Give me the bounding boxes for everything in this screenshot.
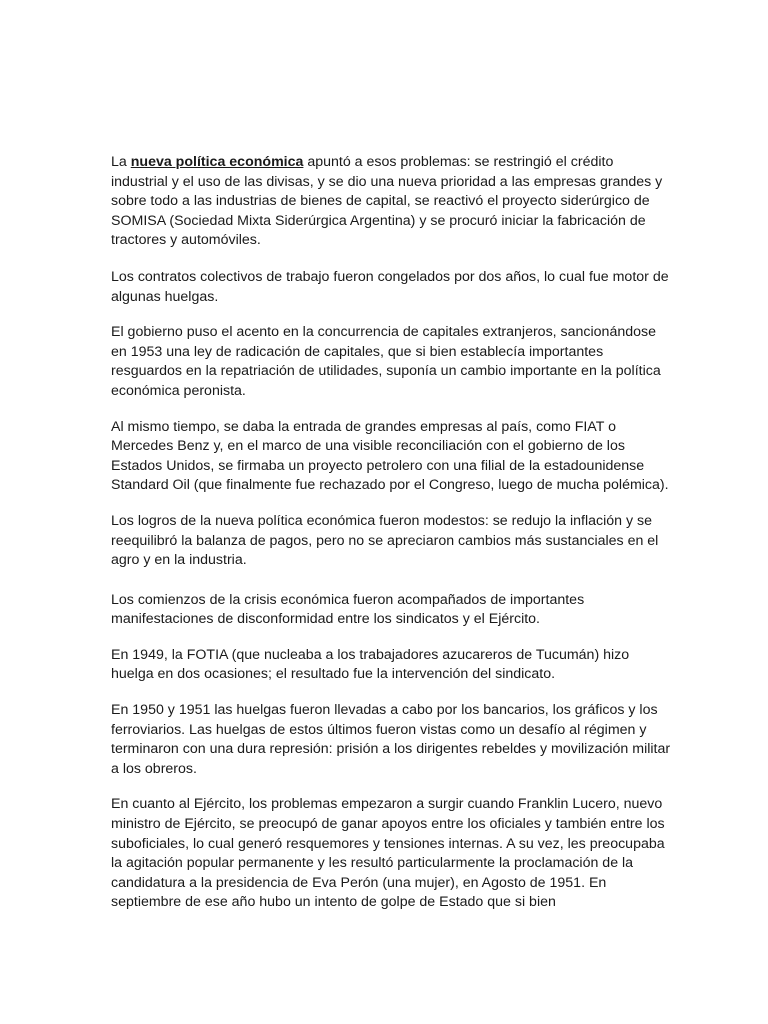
highlighted-phrase: nueva política económica bbox=[130, 154, 304, 170]
paragraph-1-lead: La bbox=[111, 154, 131, 170]
paragraph-7: En 1949, la FOTIA (que nucleaba a los trabajadores azucareros de Tucumán) hizo huelga en dos ocasiones; el resultado fue la intervención del sindicato. bbox=[111, 646, 630, 683]
paragraph-1 bbox=[111, 153, 671, 251]
document-page bbox=[111, 153, 671, 929]
paragraph-6: Los comienzos de la crisis económica fueron acompañados de importantes manifestaciones de disconformidad entre los sindicatos y el Ejército. bbox=[111, 591, 585, 628]
paragraph-2: Los contratos colectivos de trabajo fueron congelados por dos años, lo cual fue motor de algunas huelgas. bbox=[111, 268, 669, 305]
paragraph-3: El gobierno puso el acento en la concurrencia de capitales extranjeros, sancionándose en 1953 una ley de radicación de capitales, que si bien establecía importantes resguardos en la repatriación de utilidades, suponía un cambio importante en la política económica peronista. bbox=[111, 324, 661, 399]
paragraph-4: Al mismo tiempo, se daba la entrada de grandes empresas al país, como FIAT o Mercedes Benz y, en el marco de una visible reconciliación con el gobierno de los Estados Unidos, se firmaba un proyecto petrolero con una filial de la estadounidense Standard Oil (que finalmente fue rechazado por el Congreso, luego de mucha polémica). bbox=[111, 418, 669, 494]
paragraph-1-text: apuntó a esos problemas: se restringió el crédito industrial y el uso de las divisas, y se dio una nueva prioridad a las empresas grandes y sobre todo a las industrias de bienes de capital, se reactivó el proyecto siderúrgico de SOMISA (Sociedad Mixta Siderúrgica Argentina) y se procuró iniciar la fabricación de tractores y automóviles. bbox=[111, 154, 663, 249]
paragraph-9: En cuanto al Ejército, los problemas empezaron a surgir cuando Franklin Lucero, nuevo ministro de Ejército, se preocupó de ganar apoyos entre los oficiales y también entre los suboficiales, lo cual generó resquemores y tensiones internas. A su vez, les preocupaba la agitación popular permanente y les resultó particularmente la proclamación de la candidatura a la presidencia de Eva Perón (una mujer), en Agosto de 1951. En septiembre de ese año hubo un intento de golpe de Estado que si bien bbox=[111, 796, 665, 911]
paragraph-8: En 1950 y 1951 las huelgas fueron llevadas a cabo por los bancarios, los gráficos y los ferroviarios. Las huelgas de estos últimos fueron vistas como un desafío al régimen y terminaron con una dura represión: prisión a los dirigentes rebeldes y movilización militar a los obreros. bbox=[111, 702, 671, 777]
paragraph-5: Los logros de la nueva política económica fueron modestos: se redujo la inflación y se reequilibró la balanza de pagos, pero no se apreciaron cambios más sustanciales en el agro y en la industria. bbox=[111, 512, 659, 569]
